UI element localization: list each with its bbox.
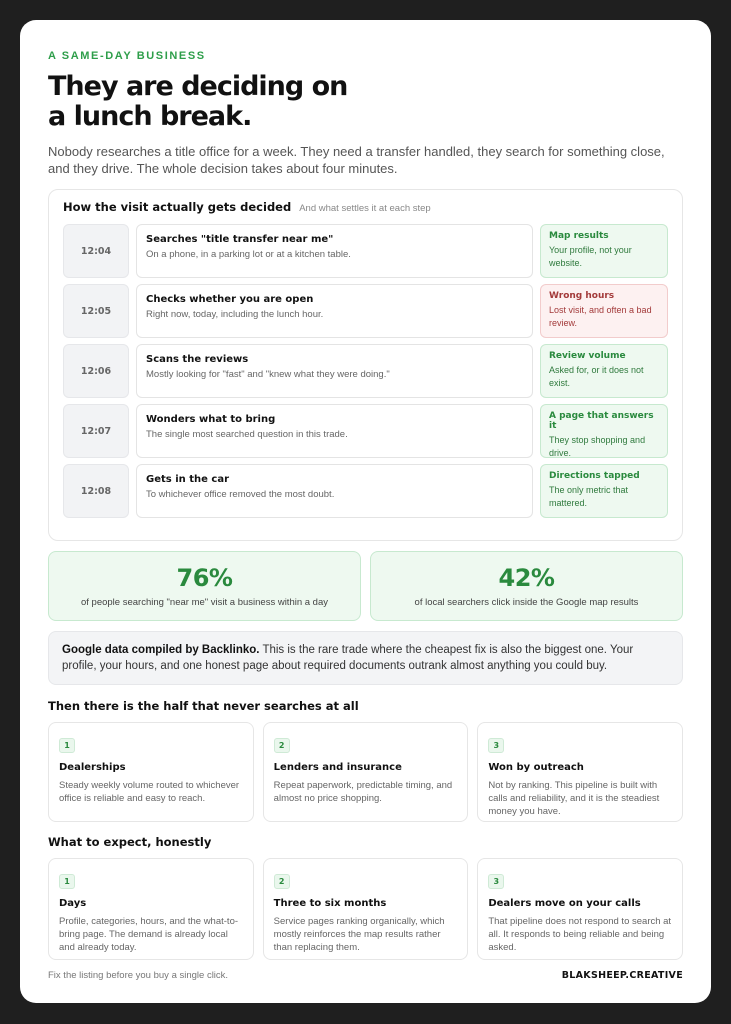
outcome-box (540, 464, 668, 518)
step-desc: Right now, today, including the lunch hour. (146, 309, 324, 320)
timeline-row (63, 404, 668, 458)
step-desc: To whichever office removed the most doubt. (146, 489, 335, 500)
stat-card (370, 551, 683, 621)
outcome-desc: The only metric that mattered. (549, 485, 629, 508)
timeline-row (63, 224, 668, 278)
footer-note: Fix the listing before you buy a single click. (48, 970, 229, 981)
timeline-step (136, 464, 533, 518)
timeline-row (63, 344, 668, 398)
outcome-title: Map results (549, 231, 609, 241)
expectation-tile (263, 858, 469, 960)
source-lead: Google data compiled by Backlinko. (62, 644, 260, 656)
outcome-desc: Lost visit, and often a bad review. (549, 305, 652, 328)
step-title: Checks whether you are open (146, 294, 314, 305)
stat-caption: of people searching "near me" visit a business within a day (80, 597, 329, 608)
section-title-expectations: What to expect, honestly (48, 835, 212, 849)
outcome-box (540, 404, 668, 458)
tile-title: Dealerships (59, 762, 126, 773)
stat-card (48, 551, 361, 621)
outcome-title: Review volume (549, 351, 626, 361)
outreach-tile (48, 722, 254, 822)
headline: They are deciding on a lunch break. (48, 71, 348, 132)
kicker: A SAME-DAY BUSINESS (48, 50, 206, 62)
number-badge: 2 (274, 874, 290, 889)
timeline-row (63, 464, 668, 518)
outreach-tile (263, 722, 469, 822)
outreach-tiles (48, 722, 683, 822)
tile-title: Three to six months (273, 898, 387, 909)
outreach-tile (477, 722, 683, 822)
stat-value: 42% (498, 564, 555, 592)
timeline-rows (63, 224, 668, 518)
outcome-desc: They stop shopping and drive. (549, 435, 646, 458)
tile-title: Won by outreach (488, 762, 584, 773)
stat-caption: of local searchers click inside the Google map results (414, 597, 639, 608)
footer (48, 970, 683, 981)
tile-title: Days (59, 898, 87, 909)
number-badge: 3 (488, 874, 504, 889)
step-title: Searches "title transfer near me" (146, 234, 334, 245)
tile-desc: Service pages ranking organically, which mostly reinforces the map results rather than replacing them. (273, 916, 445, 953)
source-text: This is the rare trade where the cheapest fix is also the biggest one. Your profile, your hours, and one honest page about required documents outrank almost anything you could buy. (62, 644, 634, 672)
tile-title: Lenders and insurance (273, 762, 402, 773)
visit-timeline (48, 189, 683, 541)
timeline-row (63, 284, 668, 338)
intro-text: Nobody researches a title office for a week. They need a transfer handled, they search for something close, and they drive. The whole decision takes about four minutes. (48, 144, 665, 176)
source-note (48, 631, 683, 685)
number-badge: 1 (59, 738, 75, 753)
step-desc: Mostly looking for "fast" and "knew what they were doing." (146, 369, 390, 380)
outcome-box (540, 224, 668, 278)
section-title-outreach: Then there is the half that never searches at all (48, 699, 359, 713)
number-badge: 3 (488, 738, 504, 753)
outcome-desc: Your profile, not your website. (549, 245, 632, 268)
timeline-step (136, 284, 533, 338)
timeline-time: 12:07 (63, 404, 129, 458)
expectation-tile (477, 858, 683, 960)
outcome-title: A page that answers it (549, 411, 654, 431)
outcome-box-warning (540, 284, 668, 338)
brand-logo: BLAKSHEEP.CREATIVE (561, 970, 683, 981)
tile-desc: Profile, categories, hours, and the what-to-bring page. The demand is already local and already today. (59, 916, 239, 953)
timeline-subtitle: And what settles it at each step (299, 203, 431, 214)
expectation-tiles (48, 858, 683, 960)
outcome-box (540, 344, 668, 398)
number-badge: 1 (59, 874, 75, 889)
step-title: Gets in the car (146, 474, 230, 485)
stats-row (48, 551, 683, 621)
number-badge: 2 (274, 738, 290, 753)
timeline-step (136, 224, 533, 278)
timeline-time: 12:05 (63, 284, 129, 338)
tile-desc: Not by ranking. This pipeline is built with calls and reliability, and it is the steadiest money you have. (488, 780, 660, 817)
timeline-step (136, 344, 533, 398)
tile-desc: Steady weekly volume routed to whichever office is reliable and easy to reach. (59, 780, 240, 804)
outcome-title: Directions tapped (549, 471, 640, 481)
timeline-title: How the visit actually gets decided (63, 200, 292, 214)
tile-desc: That pipeline does not respond to search at all. It responds to being reliable and being asked. (488, 916, 672, 953)
outcome-title: Wrong hours (549, 291, 615, 301)
tile-title: Dealers move on your calls (488, 898, 641, 909)
timeline-header (63, 200, 668, 214)
timeline-time: 12:08 (63, 464, 129, 518)
outcome-desc: Asked for, or it does not exist. (549, 365, 644, 388)
step-desc: The single most searched question in this trade. (146, 429, 348, 440)
timeline-time: 12:04 (63, 224, 129, 278)
timeline-time: 12:06 (63, 344, 129, 398)
expectation-tile (48, 858, 254, 960)
timeline-step (136, 404, 533, 458)
step-title: Wonders what to bring (146, 414, 276, 425)
infographic-card (20, 20, 711, 1003)
step-title: Scans the reviews (146, 354, 249, 365)
tile-desc: Repeat paperwork, predictable timing, and almost no price shopping. (273, 780, 453, 804)
step-desc: On a phone, in a parking lot or at a kitchen table. (146, 249, 351, 260)
stat-value: 76% (176, 564, 233, 592)
